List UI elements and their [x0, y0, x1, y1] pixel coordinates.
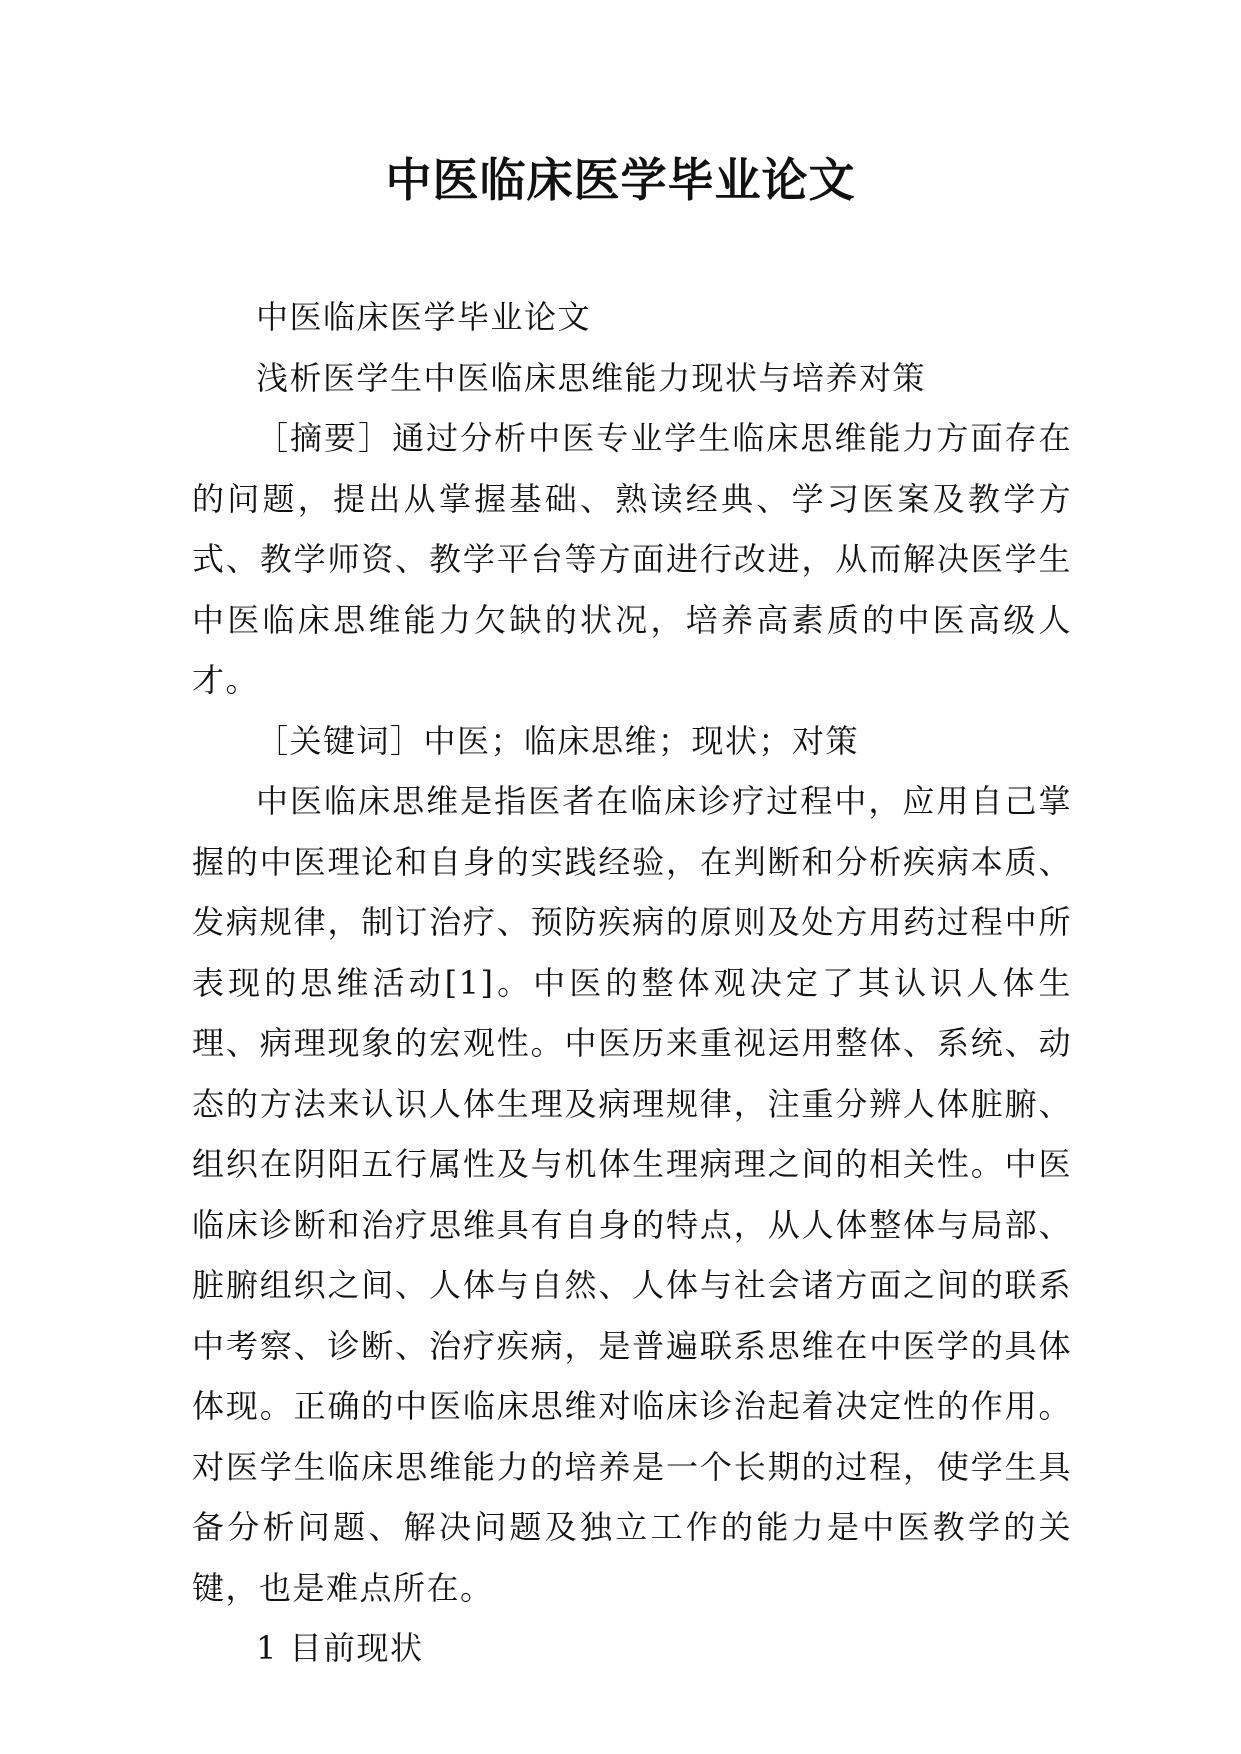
- paragraph-abstract: ［摘要］通过分析中医专业学生临床思维能力方面存在的问题，提出从掌握基础、熟读经典、学习医案及教学方式、教学师资、教学平台等方面进行改进，从而解决医学生中医临床思维能力欠缺的状况，培养高素质的中医高级人才。: [192, 419, 1072, 699]
- paragraph-article-title: 浅析医学生中医临床思维能力现状与培养对策: [256, 358, 927, 397]
- section-heading: 1 目前现状: [256, 1629, 424, 1667]
- paragraph-subtitle: 中医临床医学毕业论文: [256, 298, 592, 336]
- paragraph-introduction: 中医临床思维是指医者在临床诊疗过程中，应用自己掌握的中医理论和自身的实践经验，在判断和分析疾病本质、发病规律，制订治疗、预防疾病的原则及处方用药过程中所表现的思维活动[1]。中医的整体观决定了其认识人体生理、病理现象的宏观性。中医历来重视运用整体、系统、动态的方法来认识人体生理及病理规律，注重分辨人体脏腑、组织在阴阳五行属性及与机体生理病理之间的相关性。中医临床诊断和治疗思维具有自身的特点，从人体整体与局部、脏腑组织之间、人体与自然、人体与社会诸方面之间的联系中考察、诊断、治疗疾病，是普遍联系思维在中医学的具体体现。正确的中医临床思维对临床诊治起着决定性的作用。对医学生临床思维能力的培养是一个长期的过程，使学生具备分析问题、解决问题及独立工作的能力是中医教学的关键，也是难点所在。: [192, 782, 1072, 1607]
- paragraph-keywords: ［关键词］中医；临床思维；现状；对策: [256, 721, 860, 760]
- document-body: [192, 287, 1072, 1679]
- document-title: 中医临床医学毕业论文: [385, 153, 856, 207]
